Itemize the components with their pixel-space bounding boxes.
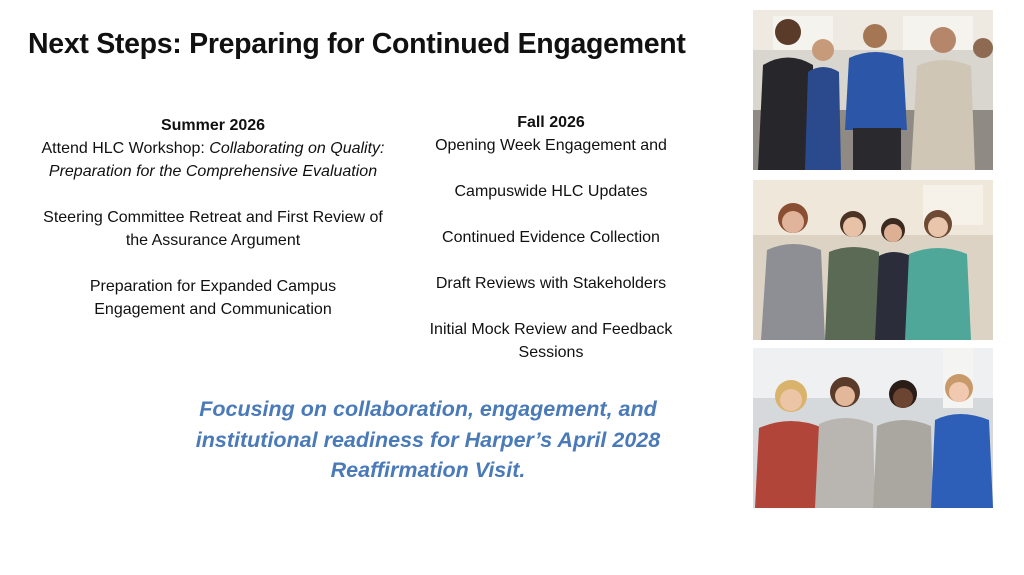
workshop-title: Collaborating on Quality: Preparation for the Comprehensive Evaluation — [48, 140, 385, 180]
group-photo-women-2 — [753, 348, 993, 508]
slide-title: Next Steps: Preparing for Continued Engagement — [28, 28, 686, 60]
fall-item-evidence: Continued Evidence Collection — [442, 229, 660, 246]
group-photo-men — [753, 10, 993, 170]
fall-item-opening-week: Opening Week Engagement and — [435, 137, 667, 154]
fall-2026-column — [410, 111, 692, 364]
summer-2026-column — [32, 114, 394, 321]
summer-heading: Summer 2026 — [160, 117, 266, 134]
summer-item-engagement: Preparation for Expanded Campus Engagement and Communication — [89, 278, 337, 318]
summer-workshop-item — [32, 137, 394, 183]
tagline: Focusing on collaboration, engagement, and institutional readiness for Harper’s April 2028 Reaffirmation Visit. — [195, 397, 661, 482]
workshop-prefix: Attend HLC Workshop: — [41, 140, 210, 157]
fall-item-updates: Campuswide HLC Updates — [454, 183, 648, 200]
fall-item-drafts: Draft Reviews with Stakeholders — [435, 275, 667, 292]
fall-item-mock-review: Initial Mock Review and Feedback Sessions — [429, 321, 673, 361]
summer-item-retreat: Steering Committee Retreat and First Review of the Assurance Argument — [43, 209, 383, 249]
group-photo-women-1 — [753, 180, 993, 340]
fall-heading: Fall 2026 — [517, 114, 585, 131]
